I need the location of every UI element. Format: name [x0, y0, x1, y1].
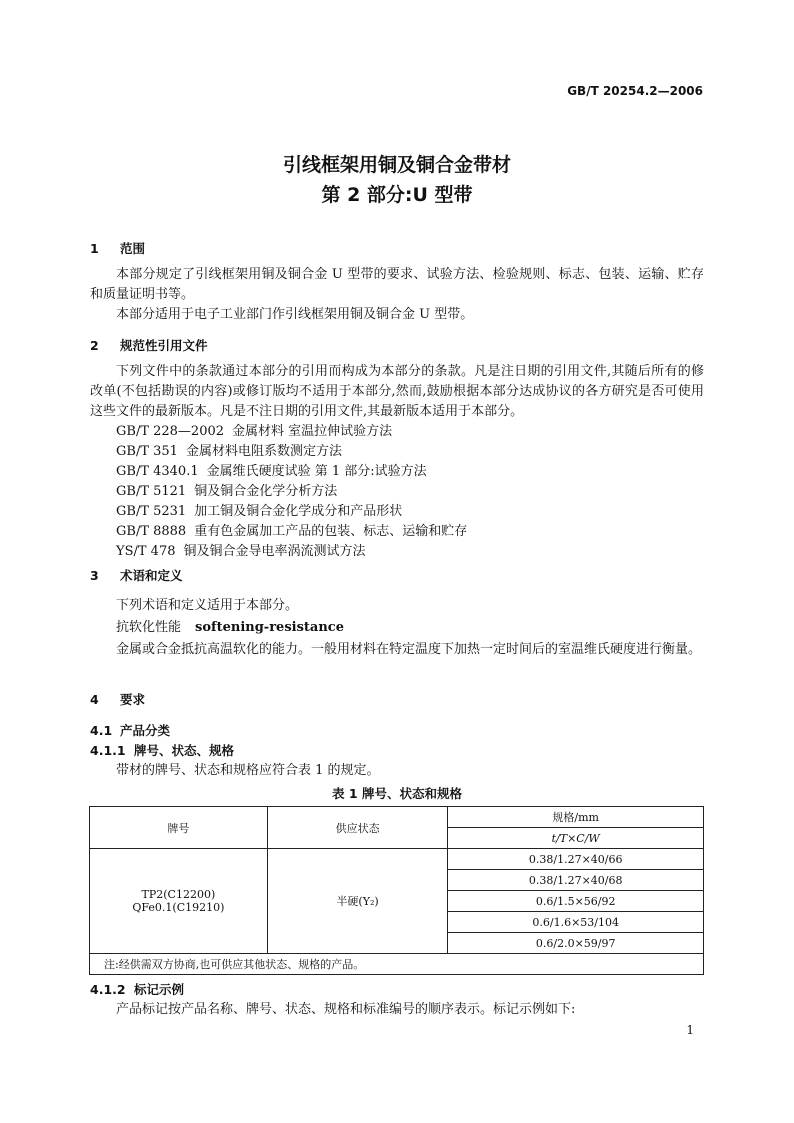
cell-spec: 0.38/1.27×40/66	[448, 849, 704, 870]
paragraph: 带材的牌号、状态和规格应符合表 1 的规定。	[116, 763, 380, 778]
reference-name: 金属材料电阻系数测定方法	[185, 444, 342, 459]
reference-item	[90, 462, 704, 482]
subsection-heading	[90, 980, 704, 1000]
header-grade: 牌号	[90, 807, 268, 849]
section-2	[90, 336, 704, 562]
reference-code: GB/T 351	[116, 444, 178, 459]
cell-spec: 0.6/1.5×56/92	[448, 891, 704, 912]
section-4-1-2	[90, 980, 704, 1020]
section-number: 4.1.1	[90, 743, 126, 758]
reference-name: 重有色金属加工产品的包装、标志、运输和贮存	[194, 524, 468, 539]
section-title: 规范性引用文件	[120, 338, 208, 353]
paragraph: 下列术语和定义适用于本部分。	[116, 598, 299, 613]
reference-code: GB/T 228—2002	[116, 424, 225, 439]
section-title: 牌号、状态、规格	[134, 743, 235, 758]
reference-code: YS/T 478	[116, 544, 176, 559]
section-number: 1	[90, 241, 99, 256]
cell-spec: 0.38/1.27×40/68	[448, 870, 704, 891]
term-english: softening-resistance	[195, 620, 344, 635]
grade-1: TP2(C12200)	[141, 888, 216, 901]
cell-spec: 0.6/1.6×53/104	[448, 912, 704, 933]
reference-name: 加工铜及铜合金化学成分和产品形状	[194, 504, 403, 519]
reference-item	[90, 502, 704, 522]
section-number: 2	[90, 338, 99, 353]
section-3	[90, 566, 704, 660]
section-title: 范围	[120, 241, 146, 256]
section-title: 要求	[120, 692, 146, 707]
section-number: 3	[90, 568, 99, 583]
page-number: 1	[686, 1023, 694, 1037]
section-title: 术语和定义	[120, 568, 183, 583]
section-title: 标记示例	[134, 982, 185, 997]
section-title: 产品分类	[120, 723, 171, 738]
paragraph: 产品标记按产品名称、牌号、状态、规格和标准编号的顺序表示。标记示例如下:	[116, 1002, 576, 1017]
section-heading	[90, 336, 704, 356]
term-chinese: 抗软化性能	[116, 620, 182, 635]
document-title: 引线框架用铜及铜合金带材	[282, 154, 511, 176]
paragraph: 本部分适用于电子工业部门作引线框架用铜及铜合金 U 型带。	[116, 307, 474, 322]
reference-code: GB/T 5121	[116, 484, 187, 499]
reference-name: 金属维氏硬度试验 第 1 部分:试验方法	[206, 464, 427, 479]
section-heading	[90, 566, 704, 586]
reference-name: 金属材料 室温拉伸试验方法	[232, 424, 393, 439]
term-definition: 金属或合金抵抗高温软化的能力。一般用材料在特定温度下加热一定时间后的室温维氏硬度进行衡量。	[116, 642, 702, 657]
cell-spec: 0.6/2.0×59/97	[448, 933, 704, 954]
table-note: 注:经供需双方协商,也可供应其他状态、规格的产品。	[90, 954, 704, 975]
reference-code: GB/T 8888	[116, 524, 187, 539]
table-caption: 表 1 牌号、状态和规格	[332, 786, 462, 801]
header-spec-sub: t/T×C/W	[448, 828, 704, 849]
section-heading	[90, 239, 704, 259]
spec-table	[89, 806, 704, 975]
cell-state: 半硬(Y₂)	[267, 849, 448, 954]
term	[90, 618, 704, 638]
grade-2: QFe0.1(C19210)	[132, 901, 225, 914]
section-number: 4	[90, 692, 99, 707]
reference-name: 铜及铜合金导电率涡流测试方法	[183, 544, 366, 559]
reference-name: 铜及铜合金化学分析方法	[194, 484, 338, 499]
reference-item	[90, 542, 704, 562]
paragraph: 本部分规定了引线框架用铜及铜合金 U 型带的要求、试验方法、检验规则、标志、包装、运输、贮存和质量证明书等。	[90, 267, 704, 302]
reference-item	[90, 442, 704, 462]
header-spec: 规格/mm	[448, 807, 704, 828]
reference-item	[90, 482, 704, 502]
reference-code: GB/T 5231	[116, 504, 187, 519]
document-subtitle: 第 2 部分:U 型带	[321, 184, 473, 206]
header-state: 供应状态	[267, 807, 448, 849]
section-number: 4.1.2	[90, 982, 126, 997]
section-heading	[90, 690, 704, 710]
cell-grade	[90, 849, 268, 954]
paragraph: 下列文件中的条款通过本部分的引用而构成为本部分的条款。凡是注日期的引用文件,其随后所有的修改单(不包括勘误的内容)或修订版均不适用于本部分,然而,鼓励根据本部分达成协议的各方研究是否可使用这些文件的最新版本。凡是不注日期的引用文件,其最新版本适用于本部分。	[90, 364, 704, 419]
reference-code: GB/T 4340.1	[116, 464, 199, 479]
section-4	[90, 690, 704, 781]
reference-item	[90, 522, 704, 542]
subsection-heading	[90, 741, 704, 761]
standard-number: GB/T 20254.2—2006	[567, 84, 703, 98]
section-number: 4.1	[90, 723, 113, 738]
subsection-heading	[90, 721, 704, 741]
reference-item	[90, 422, 704, 442]
section-1	[90, 239, 704, 325]
